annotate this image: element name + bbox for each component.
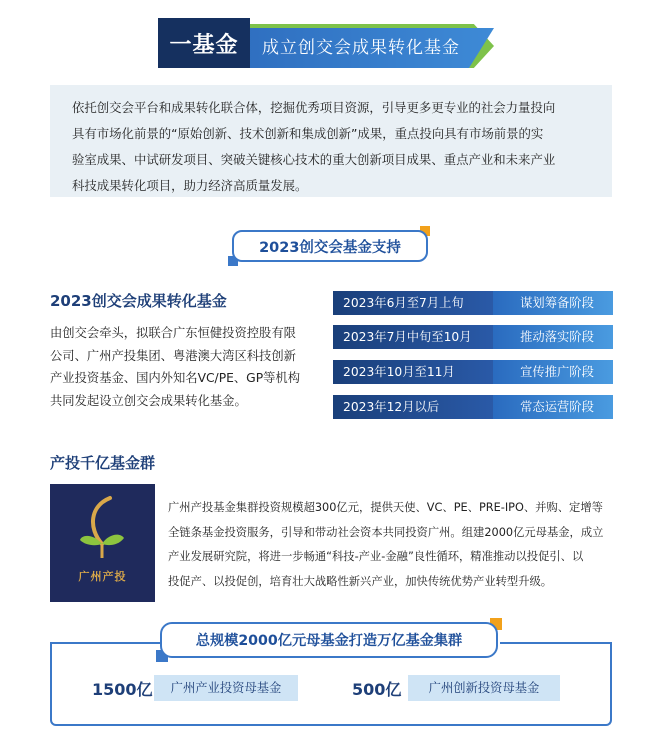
fund-desc-line: 由创交会牵头，拟联合广东恒健投资控股有限: [50, 326, 296, 340]
banner-tag-text: 一基金: [169, 32, 239, 58]
intro-line: 验室成果、中试研发项目、突破关键核心技术的重大创新项目成果、重点产业和未来产业: [72, 152, 556, 167]
timeline-date: 2023年6月至7月上旬: [333, 291, 495, 315]
fund-desc-line: 共同发起设立创交会成果转化基金。: [50, 393, 247, 408]
bottom-title-pill: 总规模2000亿元母基金打造万亿基金集群: [160, 622, 498, 658]
timeline-date: 2023年7月中旬至10月: [333, 325, 495, 349]
intro-line: 具有市场化前景的“原始创新、技术创新和集成创新”成果，重点投向具有市场前景的实: [72, 126, 544, 141]
timeline-date: 2023年12月以后: [333, 395, 495, 419]
timeline-row: [333, 395, 613, 419]
cluster-desc-line: 投促产、以投促创，培育壮大战略性新兴产业，加快传统优势产业转型升级。: [168, 574, 553, 588]
timeline-row: [333, 325, 613, 349]
banner-tag: [158, 18, 250, 68]
fund-name-box: 广州产业投资母基金: [154, 675, 298, 701]
bottom-frame-top-line: [50, 642, 168, 644]
fund-desc-line: 公司、广州产投集团、粤港澳大湾区科技创新: [50, 348, 296, 363]
fund-amount: 1500亿: [92, 680, 153, 699]
timeline-row: [333, 360, 613, 384]
intro-line: 依托创交会平台和成果转化联合体，挖掘优秀项目资源，引导更多更专业的社会力量投向: [72, 100, 556, 115]
timeline-stage: 常态运营阶段: [493, 395, 613, 419]
cluster-desc-line: 广州产投基金集群投资规模超300亿元，提供天使、VC、PE、PRE-IPO、并购、定增等: [168, 501, 603, 514]
fund-desc-line: 产业投资基金、国内外知名VC/PE、GP等机构: [50, 371, 301, 385]
bottom-frame-top-line: [500, 642, 612, 644]
timeline-stage: 推动落实阶段: [493, 325, 613, 349]
support-title-pill: 2023创交会基金支持: [232, 230, 428, 262]
timeline-stage: 宣传推广阶段: [493, 360, 613, 384]
banner-title: 成立创交会成果转化基金: [262, 38, 460, 58]
intro-line: 科技成果转化项目，助力经济高质量发展。: [72, 178, 308, 193]
fund-name-box: 广州创新投资母基金: [408, 675, 560, 701]
logo-text: 广州产投: [78, 570, 127, 583]
fund-description: [50, 322, 320, 412]
cluster-desc-line: 全链条基金投资服务，引导和带动社会资本共同投资广州。组建2000亿元母基金，成立: [168, 525, 604, 539]
cluster-description: [160, 496, 614, 594]
timeline-date: 2023年10月至11月: [333, 360, 495, 384]
fund-title: 2023创交会成果转化基金: [50, 292, 227, 310]
intro-panel: [50, 85, 612, 197]
sprout-logo-icon: [50, 484, 155, 568]
section-header-banner: [158, 18, 508, 74]
guangzhou-investment-logo: [50, 484, 155, 602]
cluster-desc-line: 产业发展研究院，将进一步畅通“科技-产业-金融”良性循环，精准推动以投促引、以: [168, 550, 584, 563]
timeline-row: [333, 291, 613, 315]
timeline-stage: 谋划筹备阶段: [493, 291, 613, 315]
cluster-title: 产投千亿基金群: [50, 454, 156, 472]
fund-amount: 500亿: [352, 680, 402, 699]
